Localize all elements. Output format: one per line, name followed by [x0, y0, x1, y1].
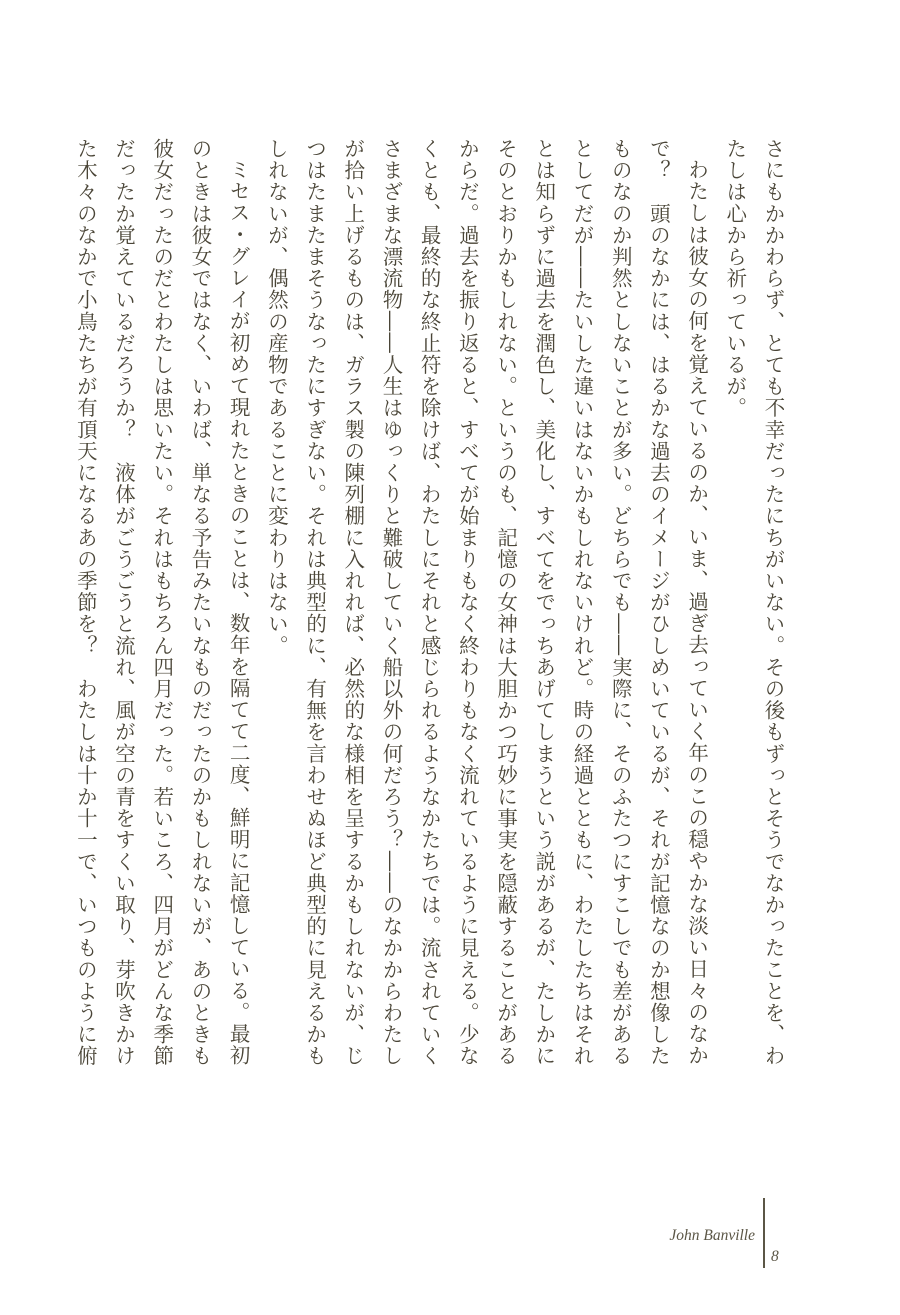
footer-divider	[763, 1198, 765, 1268]
text-column: さまざまな漂流物――人生はゆっくりと難破していく船以外の何だろう？――のなかからわたし	[378, 138, 403, 1067]
text-column: からだ。過去を振り返ると、すべてが始まりもなく終わりもなく流れているように見える。少な	[455, 138, 480, 1067]
text-column: さにもかかわらず、とても不幸だったにちがいない。その後もずっとそうでなかったことを、わ	[761, 138, 785, 1067]
text-column: とは知らずに過去を潤色し、美化し、すべてをでっちあげてしまうという説があるが、たしかに	[531, 138, 556, 1067]
text-column: しれないが、偶然の産物であることに変わりはない。	[264, 138, 289, 657]
page-number: 8	[771, 1248, 779, 1265]
text-column: つはたまたまそうなったにすぎない。それは典型的に、有無を言わせぬほど典型的に見えるかも	[302, 138, 327, 1067]
text-column: が拾い上げるものは、ガラス製の陳列棚に入れれば、必然的な様相を呈するかもしれないが、じ	[340, 138, 365, 1067]
text-column: そのとおりかもしれない。というのも、記憶の女神は大胆かつ巧妙に事実を隠蔽することがある	[493, 138, 518, 1067]
text-column: ミセス・グレイが初めて現れたときのことは、数年を隔てて二度、鮮明に記憶している。最初	[226, 159, 251, 1067]
text-column: わたしは彼女の何を覚えているのか、いま、過ぎ去っていく年のこの穏やかな淡い日々のなか	[684, 159, 709, 1067]
text-column: 彼女だったのだとわたしは思いたい。それはもちろん四月だった。若いころ、四月がどんな季節	[149, 138, 174, 1067]
running-footer-author: John Banville	[669, 1227, 755, 1244]
body-text	[66, 138, 792, 1103]
text-column: た木々のなかで小鳥たちが有頂天になるあの季節を？ わたしは十か十一で、いつものように俯	[73, 138, 98, 1067]
text-column: くとも、最終的な終止符を除けば、わたしにそれと感じられるようなかたちでは。流されていく	[417, 138, 442, 1067]
text-column: だったか覚えているだろうか？ 液体がごうごうと流れ、風が空の青をすくい取り、芽吹きかけ	[111, 138, 136, 1067]
text-column: のときは彼女ではなく、いわば、単なる予告みたいなものだったのかもしれないが、あのときも	[187, 138, 212, 1067]
text-column: ものなのか判然としないことが多い。どちらでも――実際に、そのふたつにすこしでも差がある	[608, 138, 633, 1067]
text-column: たしは心から祈っているが。	[722, 138, 747, 419]
text-column: で？ 頭のなかには、はるかな過去のイメージがひしめいているが、それが記憶なのか想像した	[646, 138, 671, 1067]
text-column: としてだが――たいした違いはないかもしれないけれど。時の経過とともに、わたしたちはそれ	[569, 138, 594, 1067]
